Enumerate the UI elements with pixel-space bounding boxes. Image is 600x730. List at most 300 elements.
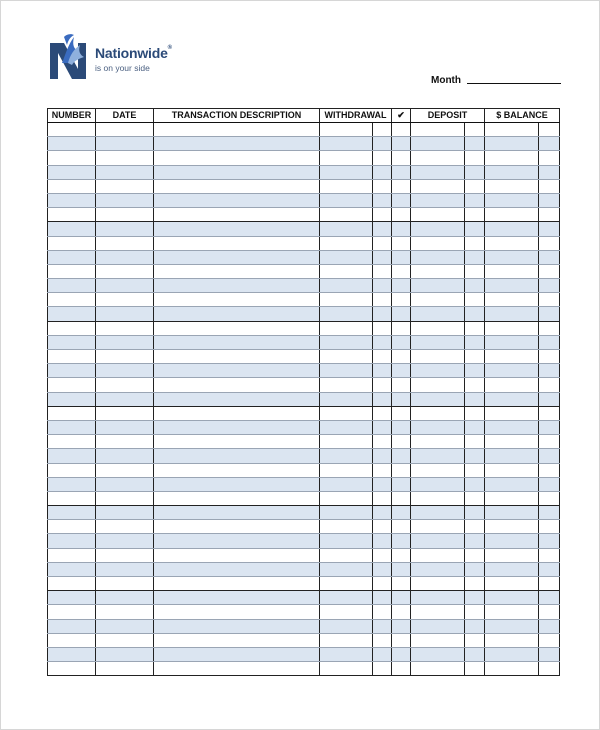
deposit-cents-cell[interactable] xyxy=(465,520,485,534)
description-cell[interactable] xyxy=(154,534,320,548)
check-cell[interactable] xyxy=(392,137,411,151)
withdrawal-dollars-cell[interactable] xyxy=(320,577,373,591)
date-cell[interactable] xyxy=(96,250,154,264)
month-blank-line[interactable] xyxy=(467,83,561,84)
deposit-cents-cell[interactable] xyxy=(465,449,485,463)
withdrawal-dollars-cell[interactable] xyxy=(320,137,373,151)
description-cell[interactable] xyxy=(154,279,320,293)
date-cell[interactable] xyxy=(96,193,154,207)
date-cell[interactable] xyxy=(96,562,154,576)
deposit-dollars-cell[interactable] xyxy=(411,335,465,349)
description-cell[interactable] xyxy=(154,123,320,137)
deposit-cents-cell[interactable] xyxy=(465,335,485,349)
date-cell[interactable] xyxy=(96,179,154,193)
description-cell[interactable] xyxy=(154,577,320,591)
number-cell[interactable] xyxy=(48,548,96,562)
number-cell[interactable] xyxy=(48,222,96,236)
balance-dollars-cell[interactable] xyxy=(485,477,539,491)
check-cell[interactable] xyxy=(392,123,411,137)
check-cell[interactable] xyxy=(392,435,411,449)
date-cell[interactable] xyxy=(96,435,154,449)
check-cell[interactable] xyxy=(392,179,411,193)
date-cell[interactable] xyxy=(96,591,154,605)
description-cell[interactable] xyxy=(154,506,320,520)
description-cell[interactable] xyxy=(154,378,320,392)
description-cell[interactable] xyxy=(154,293,320,307)
balance-cents-cell[interactable] xyxy=(539,605,560,619)
deposit-dollars-cell[interactable] xyxy=(411,179,465,193)
withdrawal-cents-cell[interactable] xyxy=(373,307,392,321)
deposit-dollars-cell[interactable] xyxy=(411,264,465,278)
description-cell[interactable] xyxy=(154,193,320,207)
balance-cents-cell[interactable] xyxy=(539,123,560,137)
check-cell[interactable] xyxy=(392,250,411,264)
deposit-dollars-cell[interactable] xyxy=(411,633,465,647)
date-cell[interactable] xyxy=(96,548,154,562)
description-cell[interactable] xyxy=(154,435,320,449)
date-cell[interactable] xyxy=(96,208,154,222)
balance-cents-cell[interactable] xyxy=(539,335,560,349)
balance-cents-cell[interactable] xyxy=(539,279,560,293)
withdrawal-dollars-cell[interactable] xyxy=(320,335,373,349)
number-cell[interactable] xyxy=(48,193,96,207)
description-cell[interactable] xyxy=(154,264,320,278)
date-cell[interactable] xyxy=(96,463,154,477)
withdrawal-dollars-cell[interactable] xyxy=(320,392,373,406)
number-cell[interactable] xyxy=(48,378,96,392)
deposit-cents-cell[interactable] xyxy=(465,435,485,449)
withdrawal-cents-cell[interactable] xyxy=(373,364,392,378)
withdrawal-dollars-cell[interactable] xyxy=(320,520,373,534)
number-cell[interactable] xyxy=(48,577,96,591)
check-cell[interactable] xyxy=(392,392,411,406)
number-cell[interactable] xyxy=(48,662,96,676)
balance-cents-cell[interactable] xyxy=(539,548,560,562)
balance-dollars-cell[interactable] xyxy=(485,548,539,562)
withdrawal-cents-cell[interactable] xyxy=(373,321,392,335)
balance-dollars-cell[interactable] xyxy=(485,350,539,364)
withdrawal-dollars-cell[interactable] xyxy=(320,463,373,477)
withdrawal-cents-cell[interactable] xyxy=(373,137,392,151)
balance-cents-cell[interactable] xyxy=(539,435,560,449)
withdrawal-cents-cell[interactable] xyxy=(373,264,392,278)
balance-cents-cell[interactable] xyxy=(539,350,560,364)
check-cell[interactable] xyxy=(392,350,411,364)
withdrawal-dollars-cell[interactable] xyxy=(320,193,373,207)
withdrawal-dollars-cell[interactable] xyxy=(320,562,373,576)
number-cell[interactable] xyxy=(48,208,96,222)
description-cell[interactable] xyxy=(154,165,320,179)
check-cell[interactable] xyxy=(392,420,411,434)
balance-cents-cell[interactable] xyxy=(539,250,560,264)
deposit-dollars-cell[interactable] xyxy=(411,520,465,534)
description-cell[interactable] xyxy=(154,548,320,562)
balance-cents-cell[interactable] xyxy=(539,236,560,250)
deposit-dollars-cell[interactable] xyxy=(411,321,465,335)
balance-dollars-cell[interactable] xyxy=(485,236,539,250)
withdrawal-cents-cell[interactable] xyxy=(373,548,392,562)
number-cell[interactable] xyxy=(48,605,96,619)
description-cell[interactable] xyxy=(154,449,320,463)
balance-dollars-cell[interactable] xyxy=(485,662,539,676)
withdrawal-cents-cell[interactable] xyxy=(373,477,392,491)
check-cell[interactable] xyxy=(392,364,411,378)
balance-dollars-cell[interactable] xyxy=(485,647,539,661)
description-cell[interactable] xyxy=(154,463,320,477)
number-cell[interactable] xyxy=(48,477,96,491)
number-cell[interactable] xyxy=(48,449,96,463)
number-cell[interactable] xyxy=(48,591,96,605)
withdrawal-cents-cell[interactable] xyxy=(373,591,392,605)
number-cell[interactable] xyxy=(48,321,96,335)
balance-dollars-cell[interactable] xyxy=(485,165,539,179)
withdrawal-dollars-cell[interactable] xyxy=(320,350,373,364)
balance-dollars-cell[interactable] xyxy=(485,406,539,420)
balance-dollars-cell[interactable] xyxy=(485,591,539,605)
check-cell[interactable] xyxy=(392,236,411,250)
balance-cents-cell[interactable] xyxy=(539,562,560,576)
number-cell[interactable] xyxy=(48,293,96,307)
check-cell[interactable] xyxy=(392,321,411,335)
withdrawal-cents-cell[interactable] xyxy=(373,562,392,576)
deposit-dollars-cell[interactable] xyxy=(411,562,465,576)
withdrawal-dollars-cell[interactable] xyxy=(320,179,373,193)
deposit-dollars-cell[interactable] xyxy=(411,250,465,264)
balance-cents-cell[interactable] xyxy=(539,506,560,520)
deposit-dollars-cell[interactable] xyxy=(411,222,465,236)
deposit-dollars-cell[interactable] xyxy=(411,548,465,562)
deposit-cents-cell[interactable] xyxy=(465,165,485,179)
balance-dollars-cell[interactable] xyxy=(485,279,539,293)
withdrawal-dollars-cell[interactable] xyxy=(320,619,373,633)
withdrawal-cents-cell[interactable] xyxy=(373,392,392,406)
deposit-dollars-cell[interactable] xyxy=(411,506,465,520)
check-cell[interactable] xyxy=(392,335,411,349)
description-cell[interactable] xyxy=(154,662,320,676)
withdrawal-dollars-cell[interactable] xyxy=(320,307,373,321)
balance-dollars-cell[interactable] xyxy=(485,577,539,591)
description-cell[interactable] xyxy=(154,179,320,193)
deposit-cents-cell[interactable] xyxy=(465,350,485,364)
description-cell[interactable] xyxy=(154,491,320,505)
withdrawal-cents-cell[interactable] xyxy=(373,435,392,449)
balance-cents-cell[interactable] xyxy=(539,491,560,505)
deposit-dollars-cell[interactable] xyxy=(411,208,465,222)
withdrawal-cents-cell[interactable] xyxy=(373,179,392,193)
balance-dollars-cell[interactable] xyxy=(485,520,539,534)
description-cell[interactable] xyxy=(154,605,320,619)
description-cell[interactable] xyxy=(154,619,320,633)
deposit-cents-cell[interactable] xyxy=(465,208,485,222)
withdrawal-cents-cell[interactable] xyxy=(373,193,392,207)
number-cell[interactable] xyxy=(48,491,96,505)
withdrawal-dollars-cell[interactable] xyxy=(320,449,373,463)
withdrawal-dollars-cell[interactable] xyxy=(320,250,373,264)
description-cell[interactable] xyxy=(154,236,320,250)
number-cell[interactable] xyxy=(48,364,96,378)
withdrawal-dollars-cell[interactable] xyxy=(320,491,373,505)
balance-cents-cell[interactable] xyxy=(539,137,560,151)
description-cell[interactable] xyxy=(154,633,320,647)
date-cell[interactable] xyxy=(96,534,154,548)
check-cell[interactable] xyxy=(392,406,411,420)
description-cell[interactable] xyxy=(154,208,320,222)
withdrawal-cents-cell[interactable] xyxy=(373,350,392,364)
check-cell[interactable] xyxy=(392,662,411,676)
balance-dollars-cell[interactable] xyxy=(485,435,539,449)
deposit-cents-cell[interactable] xyxy=(465,477,485,491)
balance-dollars-cell[interactable] xyxy=(485,378,539,392)
date-cell[interactable] xyxy=(96,449,154,463)
deposit-cents-cell[interactable] xyxy=(465,577,485,591)
date-cell[interactable] xyxy=(96,605,154,619)
check-cell[interactable] xyxy=(392,506,411,520)
deposit-dollars-cell[interactable] xyxy=(411,378,465,392)
deposit-cents-cell[interactable] xyxy=(465,392,485,406)
balance-dollars-cell[interactable] xyxy=(485,208,539,222)
description-cell[interactable] xyxy=(154,562,320,576)
date-cell[interactable] xyxy=(96,137,154,151)
deposit-dollars-cell[interactable] xyxy=(411,193,465,207)
deposit-cents-cell[interactable] xyxy=(465,662,485,676)
balance-dollars-cell[interactable] xyxy=(485,151,539,165)
withdrawal-cents-cell[interactable] xyxy=(373,647,392,661)
balance-dollars-cell[interactable] xyxy=(485,364,539,378)
deposit-dollars-cell[interactable] xyxy=(411,307,465,321)
balance-dollars-cell[interactable] xyxy=(485,534,539,548)
number-cell[interactable] xyxy=(48,137,96,151)
balance-dollars-cell[interactable] xyxy=(485,193,539,207)
check-cell[interactable] xyxy=(392,491,411,505)
balance-cents-cell[interactable] xyxy=(539,520,560,534)
date-cell[interactable] xyxy=(96,647,154,661)
description-cell[interactable] xyxy=(154,335,320,349)
balance-cents-cell[interactable] xyxy=(539,222,560,236)
balance-cents-cell[interactable] xyxy=(539,449,560,463)
description-cell[interactable] xyxy=(154,350,320,364)
deposit-dollars-cell[interactable] xyxy=(411,449,465,463)
deposit-cents-cell[interactable] xyxy=(465,378,485,392)
balance-cents-cell[interactable] xyxy=(539,321,560,335)
deposit-cents-cell[interactable] xyxy=(465,420,485,434)
check-cell[interactable] xyxy=(392,619,411,633)
deposit-dollars-cell[interactable] xyxy=(411,591,465,605)
deposit-cents-cell[interactable] xyxy=(465,534,485,548)
balance-cents-cell[interactable] xyxy=(539,633,560,647)
description-cell[interactable] xyxy=(154,477,320,491)
deposit-cents-cell[interactable] xyxy=(465,222,485,236)
number-cell[interactable] xyxy=(48,392,96,406)
withdrawal-dollars-cell[interactable] xyxy=(320,264,373,278)
deposit-dollars-cell[interactable] xyxy=(411,406,465,420)
withdrawal-dollars-cell[interactable] xyxy=(320,222,373,236)
deposit-cents-cell[interactable] xyxy=(465,633,485,647)
check-cell[interactable] xyxy=(392,477,411,491)
deposit-cents-cell[interactable] xyxy=(465,605,485,619)
balance-dollars-cell[interactable] xyxy=(485,179,539,193)
withdrawal-dollars-cell[interactable] xyxy=(320,477,373,491)
withdrawal-dollars-cell[interactable] xyxy=(320,236,373,250)
deposit-dollars-cell[interactable] xyxy=(411,619,465,633)
deposit-dollars-cell[interactable] xyxy=(411,534,465,548)
withdrawal-cents-cell[interactable] xyxy=(373,165,392,179)
withdrawal-dollars-cell[interactable] xyxy=(320,662,373,676)
deposit-dollars-cell[interactable] xyxy=(411,123,465,137)
date-cell[interactable] xyxy=(96,279,154,293)
deposit-cents-cell[interactable] xyxy=(465,562,485,576)
deposit-cents-cell[interactable] xyxy=(465,619,485,633)
withdrawal-dollars-cell[interactable] xyxy=(320,406,373,420)
withdrawal-cents-cell[interactable] xyxy=(373,208,392,222)
balance-dollars-cell[interactable] xyxy=(485,137,539,151)
date-cell[interactable] xyxy=(96,406,154,420)
number-cell[interactable] xyxy=(48,279,96,293)
withdrawal-cents-cell[interactable] xyxy=(373,506,392,520)
date-cell[interactable] xyxy=(96,619,154,633)
description-cell[interactable] xyxy=(154,321,320,335)
date-cell[interactable] xyxy=(96,165,154,179)
deposit-dollars-cell[interactable] xyxy=(411,236,465,250)
balance-dollars-cell[interactable] xyxy=(485,619,539,633)
date-cell[interactable] xyxy=(96,222,154,236)
description-cell[interactable] xyxy=(154,406,320,420)
deposit-dollars-cell[interactable] xyxy=(411,364,465,378)
date-cell[interactable] xyxy=(96,364,154,378)
deposit-cents-cell[interactable] xyxy=(465,137,485,151)
description-cell[interactable] xyxy=(154,307,320,321)
check-cell[interactable] xyxy=(392,647,411,661)
balance-dollars-cell[interactable] xyxy=(485,335,539,349)
withdrawal-dollars-cell[interactable] xyxy=(320,633,373,647)
date-cell[interactable] xyxy=(96,378,154,392)
number-cell[interactable] xyxy=(48,463,96,477)
withdrawal-cents-cell[interactable] xyxy=(373,406,392,420)
deposit-cents-cell[interactable] xyxy=(465,321,485,335)
withdrawal-dollars-cell[interactable] xyxy=(320,123,373,137)
withdrawal-dollars-cell[interactable] xyxy=(320,378,373,392)
withdrawal-dollars-cell[interactable] xyxy=(320,506,373,520)
description-cell[interactable] xyxy=(154,137,320,151)
number-cell[interactable] xyxy=(48,151,96,165)
date-cell[interactable] xyxy=(96,633,154,647)
withdrawal-cents-cell[interactable] xyxy=(373,633,392,647)
withdrawal-dollars-cell[interactable] xyxy=(320,165,373,179)
balance-cents-cell[interactable] xyxy=(539,463,560,477)
date-cell[interactable] xyxy=(96,335,154,349)
withdrawal-cents-cell[interactable] xyxy=(373,236,392,250)
check-cell[interactable] xyxy=(392,463,411,477)
deposit-dollars-cell[interactable] xyxy=(411,420,465,434)
description-cell[interactable] xyxy=(154,647,320,661)
date-cell[interactable] xyxy=(96,577,154,591)
balance-dollars-cell[interactable] xyxy=(485,633,539,647)
balance-cents-cell[interactable] xyxy=(539,591,560,605)
number-cell[interactable] xyxy=(48,647,96,661)
check-cell[interactable] xyxy=(392,562,411,576)
number-cell[interactable] xyxy=(48,562,96,576)
check-cell[interactable] xyxy=(392,591,411,605)
date-cell[interactable] xyxy=(96,506,154,520)
balance-cents-cell[interactable] xyxy=(539,647,560,661)
check-cell[interactable] xyxy=(392,307,411,321)
balance-cents-cell[interactable] xyxy=(539,477,560,491)
balance-cents-cell[interactable] xyxy=(539,364,560,378)
number-cell[interactable] xyxy=(48,179,96,193)
description-cell[interactable] xyxy=(154,151,320,165)
check-cell[interactable] xyxy=(392,208,411,222)
date-cell[interactable] xyxy=(96,236,154,250)
description-cell[interactable] xyxy=(154,591,320,605)
check-cell[interactable] xyxy=(392,222,411,236)
number-cell[interactable] xyxy=(48,420,96,434)
deposit-cents-cell[interactable] xyxy=(465,307,485,321)
check-cell[interactable] xyxy=(392,378,411,392)
date-cell[interactable] xyxy=(96,420,154,434)
deposit-cents-cell[interactable] xyxy=(465,250,485,264)
deposit-cents-cell[interactable] xyxy=(465,293,485,307)
withdrawal-cents-cell[interactable] xyxy=(373,662,392,676)
check-cell[interactable] xyxy=(392,633,411,647)
check-cell[interactable] xyxy=(392,165,411,179)
balance-dollars-cell[interactable] xyxy=(485,562,539,576)
deposit-cents-cell[interactable] xyxy=(465,279,485,293)
deposit-dollars-cell[interactable] xyxy=(411,662,465,676)
date-cell[interactable] xyxy=(96,293,154,307)
withdrawal-dollars-cell[interactable] xyxy=(320,605,373,619)
check-cell[interactable] xyxy=(392,151,411,165)
balance-cents-cell[interactable] xyxy=(539,577,560,591)
number-cell[interactable] xyxy=(48,264,96,278)
deposit-dollars-cell[interactable] xyxy=(411,350,465,364)
number-cell[interactable] xyxy=(48,165,96,179)
withdrawal-cents-cell[interactable] xyxy=(373,520,392,534)
balance-dollars-cell[interactable] xyxy=(485,449,539,463)
balance-dollars-cell[interactable] xyxy=(485,222,539,236)
withdrawal-dollars-cell[interactable] xyxy=(320,293,373,307)
withdrawal-cents-cell[interactable] xyxy=(373,577,392,591)
withdrawal-cents-cell[interactable] xyxy=(373,123,392,137)
balance-cents-cell[interactable] xyxy=(539,307,560,321)
description-cell[interactable] xyxy=(154,364,320,378)
check-cell[interactable] xyxy=(392,193,411,207)
date-cell[interactable] xyxy=(96,123,154,137)
description-cell[interactable] xyxy=(154,392,320,406)
description-cell[interactable] xyxy=(154,520,320,534)
deposit-dollars-cell[interactable] xyxy=(411,392,465,406)
balance-cents-cell[interactable] xyxy=(539,264,560,278)
withdrawal-dollars-cell[interactable] xyxy=(320,548,373,562)
withdrawal-cents-cell[interactable] xyxy=(373,605,392,619)
deposit-cents-cell[interactable] xyxy=(465,491,485,505)
check-cell[interactable] xyxy=(392,264,411,278)
withdrawal-cents-cell[interactable] xyxy=(373,250,392,264)
balance-cents-cell[interactable] xyxy=(539,151,560,165)
withdrawal-cents-cell[interactable] xyxy=(373,420,392,434)
number-cell[interactable] xyxy=(48,335,96,349)
balance-cents-cell[interactable] xyxy=(539,165,560,179)
balance-dollars-cell[interactable] xyxy=(485,605,539,619)
number-cell[interactable] xyxy=(48,307,96,321)
withdrawal-cents-cell[interactable] xyxy=(373,449,392,463)
number-cell[interactable] xyxy=(48,250,96,264)
withdrawal-cents-cell[interactable] xyxy=(373,463,392,477)
balance-dollars-cell[interactable] xyxy=(485,123,539,137)
number-cell[interactable] xyxy=(48,619,96,633)
check-cell[interactable] xyxy=(392,293,411,307)
withdrawal-dollars-cell[interactable] xyxy=(320,534,373,548)
date-cell[interactable] xyxy=(96,264,154,278)
balance-cents-cell[interactable] xyxy=(539,193,560,207)
